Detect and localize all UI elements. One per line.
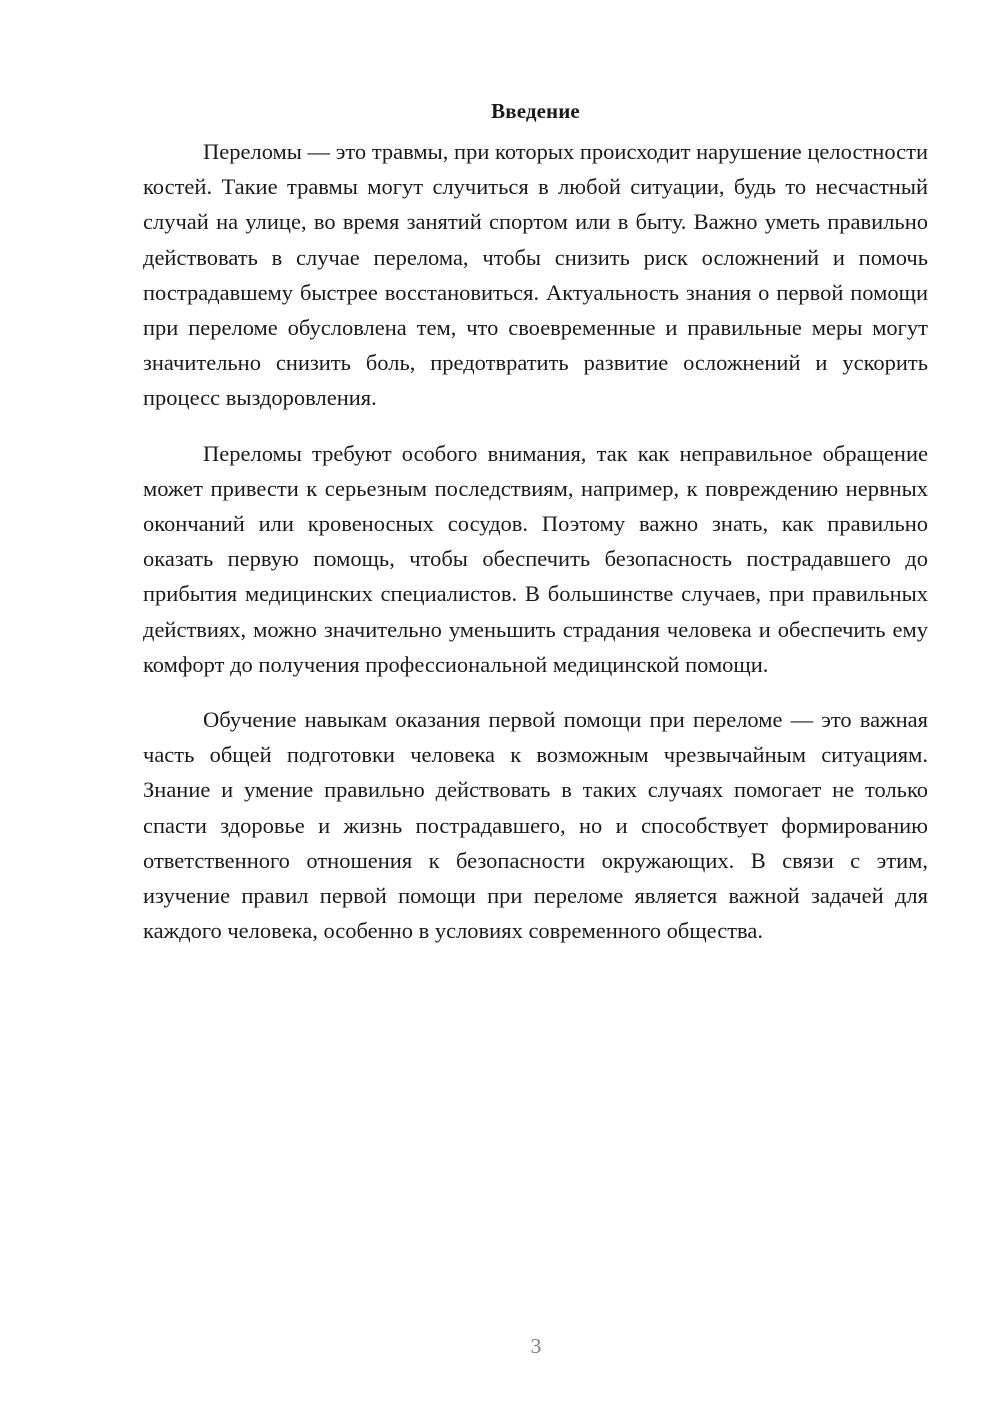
paragraph-1: Переломы — это травмы, при которых происходит нарушение целостности костей. Такие травмы могут случиться в любой ситуации, будь то несчастный случай на улице, во время занятий спортом или в быту. Важно уметь правильно действовать в случае перелома, чтобы снизить риск осложнений и помочь пострадавшему быстрее восстановиться. Актуальность знания о первой помощи при переломе обусловлена тем, что своевременные и правильные меры могут значительно снизить боль, предотвратить развитие осложнений и ускорить процесс выздоровления. [143,139,928,411]
document-body [143,96,928,948]
section-heading: Введение [491,99,580,123]
page-number: 3 [530,1334,542,1358]
paragraph-3: Обучение навыкам оказания первой помощи при переломе — это важная часть общей подготовки человека к возможным чрезвычайным ситуациям. Знание и умение правильно действовать в таких случаях помогает не только спасти здоровье и жизнь пострадавшего, но и способствует формированию ответственного отношения к безопасности окружающих. В связи с этим, изучение правил первой помощи при переломе является важной задачей для каждого человека, особенно в условиях современного общества. [143,707,928,944]
paragraph-2: Переломы требуют особого внимания, так как неправильное обращение может привести к серьезным последствиям, например, к повреждению нервных окончаний или кровеносных сосудов. Поэтому важно знать, как правильно оказать первую помощь, чтобы обеспечить безопасность пострадавшего до прибытия медицинских специалистов. В большинстве случаев, при правильных действиях, можно значительно уменьшить страдания человека и обеспечить ему комфорт до получения профессиональной медицинской помощи. [143,440,928,677]
